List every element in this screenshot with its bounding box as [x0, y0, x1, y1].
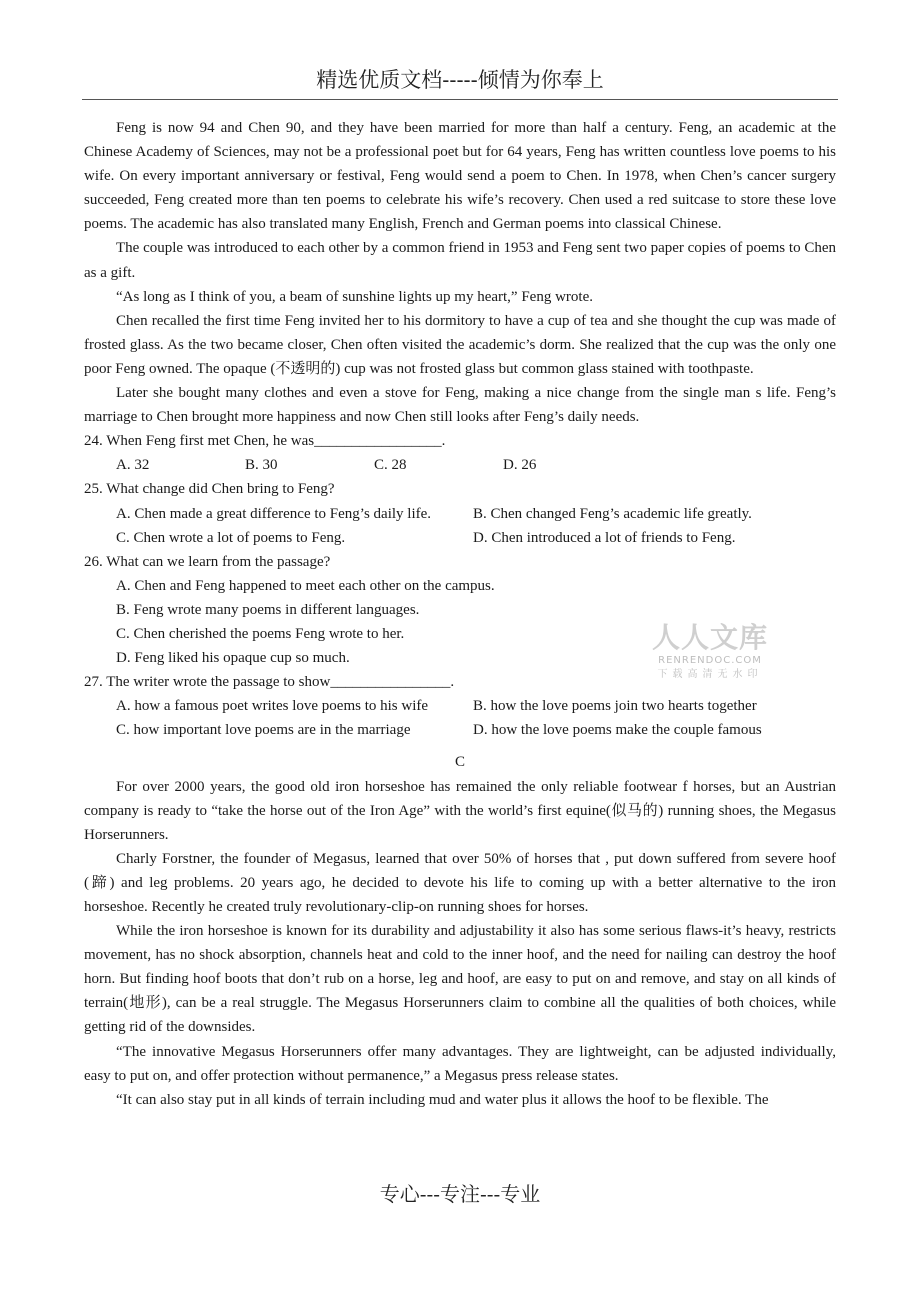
question-25-options-row-1	[84, 502, 836, 526]
passage-b-paragraph-2: The couple was introduced to each other by a common friend in 1953 and Feng sent two paper copies of poems to Chen as a gift.	[84, 240, 836, 281]
question-26-option-a: A. Chen and Feng happened to meet each other on the campus.	[116, 577, 495, 594]
section-c-heading: C	[454, 754, 465, 771]
question-26-stem: 26. What can we learn from the passage?	[84, 553, 331, 570]
question-25-stem: 25. What change did Chen bring to Feng?	[84, 481, 335, 498]
watermark-title: 人人文库	[651, 621, 768, 654]
renrendoc-watermark	[640, 622, 780, 682]
question-27-stem: 27. The writer wrote the passage to show________________.	[84, 674, 455, 691]
watermark-tagline: 下载高清无水印	[657, 669, 763, 680]
question-24-option-d: D. 26	[503, 457, 537, 474]
question-25-options-row-2	[84, 526, 836, 550]
passage-b-paragraph-1: Feng is now 94 and Chen 90, and they have been married for more than half a century. Feng, an academic at the Chinese Academy of Sciences, may not be a professional poet but for 64 years, Feng has written countless love poems to his wife. On every important anniversary or festival, Feng would send a poem to Chen. In 1978, when Chen’s cancer surgery succeeded, Feng created more than ten poems to celebrate his wife’s recovery. Chen used a red suitcase to store these love poems. The academic has also translated many English, French and German poems into classical Chinese.	[84, 120, 836, 233]
question-27-option-b: B. how the love poems join two hearts together	[473, 698, 757, 715]
question-27-option-a: A. how a famous poet writes love poems to his wife	[116, 698, 429, 715]
passage-b-paragraph-5: Later she bought many clothes and even a stove for Feng, making a nice change from the single man s life. Feng’s marriage to Chen brought more happiness and now Chen still looks after Feng’s daily needs.	[84, 385, 836, 426]
question-24-option-b: B. 30	[245, 457, 278, 474]
watermark-domain: RENRENDOC.COM	[658, 655, 762, 666]
question-26-option-d: D. Feng liked his opaque cup so much.	[116, 650, 350, 667]
question-24-option-c: C. 28	[374, 457, 407, 474]
page-footer: 专心---专注---专业	[379, 1182, 541, 1206]
question-25-option-b: B. Chen changed Feng’s academic life greatly.	[473, 505, 752, 522]
question-27-options-row-2	[84, 718, 836, 742]
document-body	[84, 116, 836, 1112]
passage-b-paragraph-4: Chen recalled the first time Feng invited her to his dormitory to have a cup of tea and she thought the cup was made of frosted glass. As the two became closer, Chen often visited the academic’s dorm. She realized that the cup was the only one poor Feng owned. The opaque (不透明的) cup was not frosted glass but common glass stained with toothpaste.	[84, 312, 836, 377]
passage-b-paragraph-3: “As long as I think of you, a beam of sunshine lights up my heart,” Feng wrote.	[116, 288, 593, 305]
passage-c-paragraph-4: “The innovative Megasus Horserunners offer many advantages. They are lightweight, can be adjusted individually, easy to put on, and offer protection without permanence,” a Megasus press release states.	[84, 1043, 836, 1084]
question-27-option-d: D. how the love poems make the couple famous	[473, 722, 762, 739]
passage-c-paragraph-3: While the iron horseshoe is known for its durability and adjustability it also has some serious flaws-it’s heavy, restricts movement, has no shock absorption, channels heat and cold to the inner hoof, and the need for nailing can destroy the hoof horn. But finding hoof boots that don’t rub on a horse, leg and hoof, are easy to put on and remove, and stay on all kinds of terrain(地形), can be a real struggle. The Megasus Horserunners claim to combine all the qualities of both choices, while getting rid of the downsides.	[84, 923, 836, 1036]
question-24-stem: 24. When Feng first met Chen, he was_________________.	[84, 433, 446, 450]
question-24-options	[84, 453, 836, 477]
question-26-option-b: B. Feng wrote many poems in different languages.	[116, 601, 420, 618]
question-27-option-c: C. how important love poems are in the marriage	[116, 722, 411, 739]
question-25-option-d: D. Chen introduced a lot of friends to Feng.	[473, 529, 736, 546]
passage-c-paragraph-2: Charly Forstner, the founder of Megasus, learned that over 50% of horses that , put down suffered from severe hoof (蹄) and leg problems. 20 years ago, he decided to devote his life to coming up with a better alternative to the iron horseshoe. Recently he created truly revolutionary-clip-on running shoes for horses.	[84, 850, 836, 915]
passage-c-paragraph-5: “It can also stay put in all kinds of terrain including mud and water plus it allows the hoof to be flexible. The	[116, 1091, 769, 1108]
passage-c-paragraph-1: For over 2000 years, the good old iron horseshoe has remained the only reliable footwear f horses, but an Austrian company is ready to “take the horse out of the Iron Age” with the world’s first equine(似马的) running shoes, the Megasus Horserunners.	[84, 778, 836, 843]
question-25-option-a: A. Chen made a great difference to Feng’s daily life.	[116, 505, 432, 522]
question-25-option-c: C. Chen wrote a lot of poems to Feng.	[116, 529, 346, 546]
question-27-options-row-1	[84, 694, 836, 718]
question-24-option-a: A. 32	[116, 457, 150, 474]
page-header-title: 精选优质文档-----倾情为你奉上	[316, 68, 604, 92]
question-26-option-c: C. Chen cherished the poems Feng wrote to her.	[116, 625, 405, 642]
header-divider	[82, 99, 838, 100]
